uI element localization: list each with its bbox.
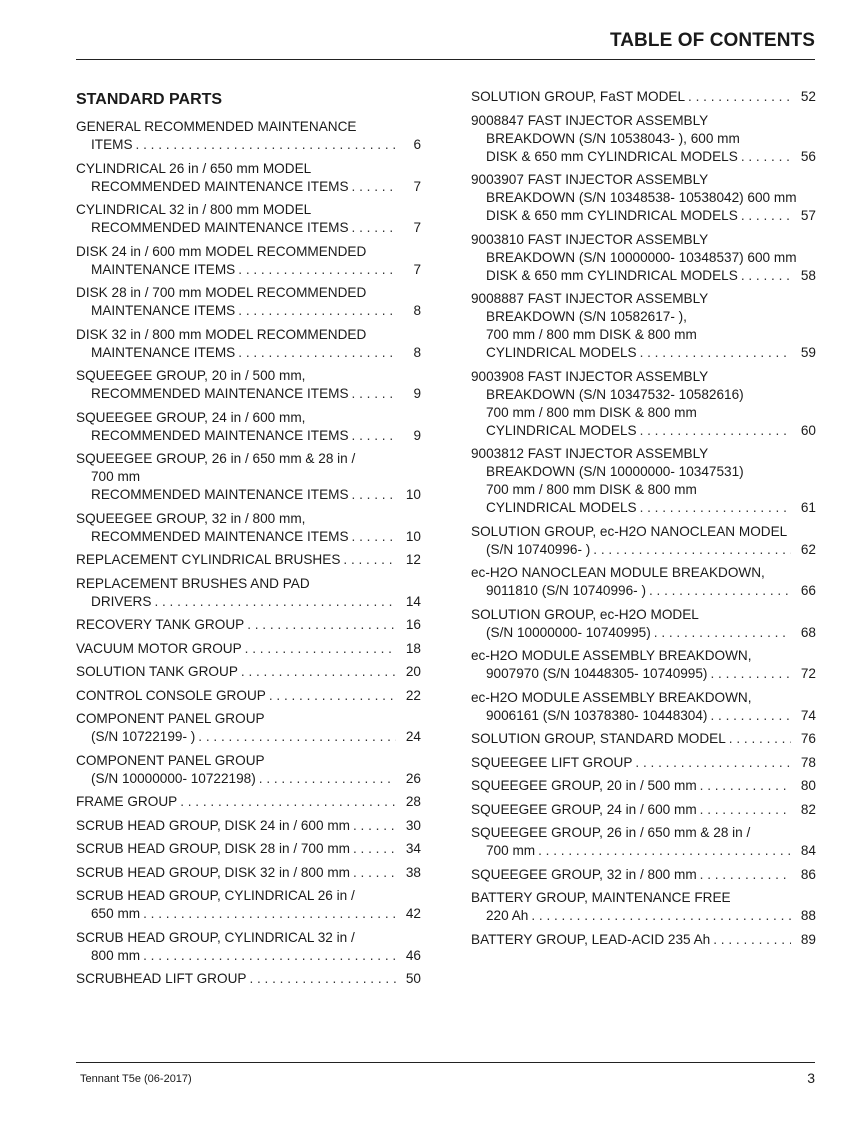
toc-entry-text: BREAKDOWN (S/N 10348538- 10538042) 600 mm	[486, 190, 797, 205]
toc-page-number[interactable]: 84	[800, 843, 816, 858]
toc-entry-text: 9006161 (S/N 10378380- 10448304)	[486, 707, 708, 723]
toc-entry[interactable]	[76, 640, 421, 658]
toc-entry-text: (S/N 10000000- 10740995)	[486, 624, 651, 640]
toc-entry[interactable]	[76, 710, 421, 746]
toc-entry-text: MAINTENANCE ITEMS	[91, 344, 236, 360]
toc-entry[interactable]	[76, 616, 421, 634]
dot-leader	[352, 486, 396, 504]
toc-entry-text: DISK 28 in / 700 mm MODEL RECOMMENDED	[76, 285, 367, 300]
toc-entry-text: 9007970 (S/N 10448305- 10740995)	[486, 666, 708, 681]
toc-entry-text: BREAKDOWN (S/N 10000000- 10347531)	[486, 464, 744, 479]
toc-entry-text: DISK & 650 mm CYLINDRICAL MODELS	[486, 148, 738, 164]
toc-page-number[interactable]: 7	[413, 220, 421, 235]
toc-entry[interactable]	[471, 112, 816, 166]
toc-entry[interactable]	[471, 290, 816, 362]
dot-leader	[241, 663, 396, 681]
toc-entry-text: 800 mm	[91, 947, 141, 963]
dot-leader	[245, 640, 396, 658]
toc-entry-text: 9003812 FAST INJECTOR ASSEMBLY	[471, 446, 709, 461]
toc-entry[interactable]	[76, 970, 421, 988]
toc-page-number[interactable]: 58	[800, 267, 816, 283]
toc-entry-list	[471, 88, 816, 949]
toc-entry-text: DISK & 650 mm CYLINDRICAL MODELS	[486, 208, 738, 223]
toc-entry[interactable]	[471, 368, 816, 440]
dot-leader	[143, 905, 396, 923]
dot-leader	[198, 728, 396, 746]
toc-entry[interactable]	[471, 647, 816, 683]
toc-page-number[interactable]: 10	[405, 528, 421, 544]
toc-entry-text: SCRUB HEAD GROUP, DISK 28 in / 700 mm	[76, 841, 350, 856]
toc-page-number[interactable]: 22	[405, 687, 421, 703]
toc-entry[interactable]	[76, 575, 421, 611]
dot-leader	[531, 907, 791, 925]
footer-document-id: Tennant T5e (06-2017)	[80, 1073, 192, 1085]
toc-right-column	[471, 88, 816, 954]
toc-entry[interactable]	[471, 171, 816, 225]
dot-leader	[710, 707, 790, 725]
toc-entry-text: SQUEEGEE GROUP, 26 in / 650 mm & 28 in /	[471, 825, 751, 840]
toc-entry[interactable]	[76, 864, 421, 882]
toc-entry[interactable]	[76, 752, 421, 788]
toc-page-number[interactable]: 68	[800, 624, 816, 640]
toc-entry-text: 220 Ah	[486, 908, 529, 923]
toc-entry-text: SOLUTION TANK GROUP	[76, 664, 238, 679]
toc-entry[interactable]	[76, 817, 421, 835]
dot-leader	[700, 777, 791, 795]
toc-entry-text: 9008887 FAST INJECTOR ASSEMBLY	[471, 291, 709, 306]
toc-page-number[interactable]: 60	[800, 422, 816, 438]
toc-entry[interactable]	[471, 777, 816, 795]
toc-page-number[interactable]: 7	[413, 178, 421, 194]
toc-page-number[interactable]: 74	[800, 707, 816, 723]
toc-entry[interactable]	[471, 445, 816, 517]
toc-page-number[interactable]: 8	[413, 344, 421, 360]
toc-entry-text: FRAME GROUP	[76, 794, 178, 809]
toc-entry-text: DISK & 650 mm CYLINDRICAL MODELS	[486, 267, 738, 283]
toc-page-number[interactable]: 38	[405, 864, 421, 880]
toc-entry-text: 700 mm / 800 mm DISK & 800 mm	[486, 482, 697, 497]
toc-entry-text: SQUEEGEE GROUP, 32 in / 800 mm,	[76, 510, 306, 526]
toc-left-column	[76, 88, 421, 994]
toc-entry[interactable]	[471, 824, 816, 860]
toc-entry-text: SQUEEGEE GROUP, 32 in / 800 mm	[471, 866, 697, 882]
dot-leader	[353, 817, 396, 835]
dot-leader	[353, 840, 396, 858]
toc-entry-text: 700 mm / 800 mm DISK & 800 mm	[486, 327, 697, 342]
dot-leader	[352, 427, 397, 445]
dot-leader	[247, 616, 396, 634]
toc-page-number[interactable]: 24	[405, 729, 421, 744]
dot-leader	[238, 302, 397, 320]
toc-entry[interactable]	[76, 409, 421, 445]
dot-leader	[259, 770, 396, 788]
toc-entry-text: SQUEEGEE GROUP, 24 in / 600 mm,	[76, 409, 306, 425]
toc-page-number[interactable]: 56	[800, 148, 816, 164]
toc-entry-text: BATTERY GROUP, MAINTENANCE FREE	[471, 890, 731, 905]
dot-leader	[741, 148, 791, 166]
toc-page-number[interactable]: 28	[405, 794, 421, 809]
toc-entry-text: DRIVERS	[91, 593, 152, 609]
toc-entry-text: BREAKDOWN (S/N 10582617- ),	[486, 309, 687, 324]
toc-entry[interactable]	[76, 687, 421, 705]
toc-page-number[interactable]: 20	[405, 664, 421, 679]
section-heading: STANDARD PARTS	[76, 91, 223, 108]
toc-entry-list	[76, 118, 421, 988]
toc-page-number[interactable]: 80	[800, 778, 816, 793]
dot-leader	[353, 864, 396, 882]
page-title: TABLE OF CONTENTS	[609, 30, 815, 51]
toc-entry-text: BREAKDOWN (S/N 10000000- 10348537) 600 mm	[486, 249, 797, 265]
footer-divider	[76, 1062, 815, 1063]
toc-entry-text: ITEMS	[91, 137, 133, 152]
dot-leader	[649, 582, 791, 600]
toc-page-number[interactable]: 88	[800, 908, 816, 923]
toc-entry-text: BREAKDOWN (S/N 10347532- 10582616)	[486, 386, 744, 402]
toc-entry-text: SCRUBHEAD LIFT GROUP	[76, 971, 247, 986]
dot-leader	[700, 866, 791, 884]
toc-entry[interactable]	[76, 793, 421, 811]
toc-entry-text: SCRUB HEAD GROUP, DISK 24 in / 600 mm	[76, 817, 350, 833]
toc-entry-text: DISK 24 in / 600 mm MODEL RECOMMENDED	[76, 243, 367, 259]
toc-entry[interactable]	[471, 564, 816, 600]
footer-page-number: 3	[807, 1070, 815, 1086]
toc-entry-text: RECOMMENDED MAINTENANCE ITEMS	[91, 386, 349, 401]
toc-entry-text: RECOMMENDED MAINTENANCE ITEMS	[91, 427, 349, 443]
toc-page-number[interactable]: 66	[800, 583, 816, 598]
toc-entry-text: SCRUB HEAD GROUP, CYLINDRICAL 26 in /	[76, 888, 355, 903]
toc-entry-text: RECOMMENDED MAINTENANCE ITEMS	[91, 178, 349, 194]
toc-entry-text: CYLINDRICAL MODELS	[486, 500, 637, 515]
toc-entry-text: (S/N 10722199- )	[91, 729, 196, 744]
dot-leader	[654, 624, 791, 642]
toc-entry-text: 9008847 FAST INJECTOR ASSEMBLY	[471, 112, 709, 128]
dot-leader	[688, 88, 791, 106]
toc-entry-text: COMPONENT PANEL GROUP	[76, 752, 265, 768]
toc-entry-text: 9003908 FAST INJECTOR ASSEMBLY	[471, 368, 709, 384]
dot-leader	[238, 344, 397, 362]
toc-page-number[interactable]: 34	[405, 841, 421, 856]
toc-entry-text: ec-H2O MODULE ASSEMBLY BREAKDOWN,	[471, 648, 752, 663]
toc-entry-text: SQUEEGEE GROUP, 20 in / 500 mm	[471, 778, 697, 793]
toc-entry[interactable]	[76, 118, 421, 154]
toc-entry-text: RECOMMENDED MAINTENANCE ITEMS	[91, 528, 349, 544]
dot-leader	[249, 970, 395, 988]
toc-page-number[interactable]: 72	[800, 666, 816, 681]
toc-entry[interactable]	[471, 523, 816, 559]
toc-entry-text: 700 mm	[91, 469, 141, 484]
dot-leader	[635, 754, 790, 772]
toc-page-number[interactable]: 59	[800, 345, 816, 360]
dot-leader	[741, 267, 791, 285]
toc-page-number[interactable]: 52	[800, 89, 816, 104]
toc-page-number[interactable]: 16	[405, 617, 421, 632]
dot-leader	[700, 801, 791, 819]
toc-entry-text: MAINTENANCE ITEMS	[91, 303, 236, 318]
toc-entry[interactable]	[76, 326, 421, 362]
dot-leader	[741, 207, 791, 225]
dot-leader	[352, 528, 396, 546]
dot-leader	[640, 422, 791, 440]
toc-entry-text: 9003907 FAST INJECTOR ASSEMBLY	[471, 172, 709, 187]
toc-entry-text: COMPONENT PANEL GROUP	[76, 711, 265, 726]
toc-entry-text: RECOVERY TANK GROUP	[76, 617, 245, 632]
dot-leader	[710, 665, 790, 683]
toc-page-number[interactable]: 9	[413, 427, 421, 443]
dot-leader	[143, 947, 396, 965]
header-divider	[76, 59, 815, 60]
dot-leader	[640, 499, 791, 517]
toc-entry-text: REPLACEMENT BRUSHES AND PAD	[76, 575, 310, 591]
toc-entry-text: CYLINDRICAL 32 in / 800 mm MODEL	[76, 202, 312, 217]
dot-leader	[343, 551, 395, 569]
toc-entry[interactable]	[76, 201, 421, 237]
toc-page-number[interactable]: 8	[413, 303, 421, 318]
toc-entry[interactable]	[76, 284, 421, 320]
toc-entry-text: GENERAL RECOMMENDED MAINTENANCE	[76, 119, 357, 134]
dot-leader	[136, 136, 397, 154]
toc-entry-text: SQUEEGEE GROUP, 20 in / 500 mm,	[76, 368, 306, 383]
toc-page-number[interactable]: 42	[405, 906, 421, 921]
toc-entry-text: VACUUM MOTOR GROUP	[76, 640, 242, 656]
dot-leader	[238, 261, 397, 279]
dot-leader	[269, 687, 396, 705]
toc-entry-text: CYLINDRICAL MODELS	[486, 422, 637, 438]
dot-leader	[154, 593, 395, 611]
toc-entry[interactable]	[471, 754, 816, 772]
toc-entry[interactable]	[471, 689, 816, 725]
toc-entry-text: SQUEEGEE GROUP, 24 in / 600 mm	[471, 801, 697, 817]
toc-entry-text: MAINTENANCE ITEMS	[91, 261, 236, 277]
toc-entry-text: DISK 32 in / 800 mm MODEL RECOMMENDED	[76, 326, 367, 342]
toc-entry-text: (S/N 10000000- 10722198)	[91, 770, 256, 786]
toc-entry-text: 650 mm	[91, 906, 141, 921]
toc-entry-text: 9011810 (S/N 10740996- )	[486, 583, 646, 598]
toc-entry-text: SQUEEGEE LIFT GROUP	[471, 754, 633, 770]
toc-page-number[interactable]: 50	[405, 971, 421, 986]
toc-entry-text: BREAKDOWN (S/N 10538043- ), 600 mm	[486, 130, 740, 146]
toc-page-number[interactable]: 18	[405, 640, 421, 656]
toc-entry-text: RECOMMENDED MAINTENANCE ITEMS	[91, 487, 349, 502]
toc-entry[interactable]	[76, 663, 421, 681]
toc-entry-text: ec-H2O NANOCLEAN MODULE BREAKDOWN,	[471, 565, 765, 580]
toc-entry-text: SQUEEGEE GROUP, 26 in / 650 mm & 28 in /	[76, 451, 356, 466]
toc-page-number[interactable]: 61	[800, 500, 816, 515]
toc-entry-text: SOLUTION GROUP, ec-H2O MODEL	[471, 606, 699, 622]
toc-entry[interactable]	[76, 887, 421, 923]
dot-leader	[352, 385, 397, 403]
toc-entry-text: CONTROL CONSOLE GROUP	[76, 687, 266, 703]
dot-leader	[729, 730, 791, 748]
toc-entry[interactable]	[471, 88, 816, 106]
dot-leader	[593, 541, 791, 559]
dot-leader	[180, 793, 396, 811]
toc-entry-text: 700 mm / 800 mm DISK & 800 mm	[486, 404, 697, 420]
toc-page-number[interactable]: 6	[413, 137, 421, 152]
toc-page-number[interactable]: 7	[413, 261, 421, 277]
toc-entry-text: ec-H2O MODULE ASSEMBLY BREAKDOWN,	[471, 689, 752, 705]
toc-page-number[interactable]: 30	[405, 817, 421, 833]
dot-leader	[352, 178, 397, 196]
toc-entry-text: CYLINDRICAL 26 in / 650 mm MODEL	[76, 160, 312, 176]
toc-entry-text: SOLUTION GROUP, ec-H2O NANOCLEAN MODEL	[471, 523, 788, 539]
dot-leader	[352, 219, 397, 237]
toc-page-number[interactable]: 57	[800, 208, 816, 223]
toc-page-number[interactable]: 86	[800, 866, 816, 882]
toc-entry[interactable]	[76, 551, 421, 569]
toc-page-number[interactable]: 89	[800, 931, 816, 947]
toc-page-number[interactable]: 78	[800, 754, 816, 770]
toc-entry-text: SOLUTION GROUP, STANDARD MODEL	[471, 731, 726, 746]
toc-entry[interactable]	[76, 929, 421, 965]
toc-page-number[interactable]: 76	[800, 731, 816, 746]
toc-entry-text: RECOMMENDED MAINTENANCE ITEMS	[91, 220, 349, 235]
toc-entry[interactable]	[471, 801, 816, 819]
toc-entry-text: SCRUB HEAD GROUP, CYLINDRICAL 32 in /	[76, 929, 355, 945]
dot-leader	[538, 842, 791, 860]
toc-entry-text: 9003810 FAST INJECTOR ASSEMBLY	[471, 231, 709, 247]
toc-entry[interactable]	[471, 730, 816, 748]
toc-page-number[interactable]: 62	[800, 541, 816, 557]
toc-page-number[interactable]: 82	[800, 801, 816, 817]
toc-entry[interactable]	[471, 606, 816, 642]
toc-entry-text: (S/N 10740996- )	[486, 541, 591, 557]
toc-entry[interactable]	[471, 866, 816, 884]
toc-page-number[interactable]: 46	[405, 947, 421, 963]
toc-entry[interactable]	[76, 450, 421, 504]
toc-page-number[interactable]: 26	[405, 770, 421, 786]
dot-leader	[713, 931, 791, 949]
toc-entry-text: BATTERY GROUP, LEAD-ACID 235 Ah	[471, 931, 711, 947]
toc-page-number[interactable]: 12	[405, 552, 421, 567]
toc-entry-text: SCRUB HEAD GROUP, DISK 32 in / 800 mm	[76, 864, 350, 880]
toc-entry[interactable]	[471, 889, 816, 925]
toc-entry[interactable]	[76, 243, 421, 279]
toc-entry-text: SOLUTION GROUP, FaST MODEL	[471, 89, 686, 104]
toc-page-number[interactable]: 9	[413, 386, 421, 401]
toc-entry[interactable]	[471, 231, 816, 285]
toc-entry[interactable]	[76, 840, 421, 858]
toc-entry-text: CYLINDRICAL MODELS	[486, 345, 637, 360]
toc-entry[interactable]	[76, 510, 421, 546]
toc-entry[interactable]	[76, 367, 421, 403]
toc-page-number[interactable]: 10	[405, 487, 421, 502]
toc-entry-text: REPLACEMENT CYLINDRICAL BRUSHES	[76, 552, 341, 567]
toc-page-number[interactable]: 14	[405, 593, 421, 609]
toc-entry[interactable]	[471, 931, 816, 949]
toc-entry-text: 700 mm	[486, 843, 536, 858]
toc-entry[interactable]	[76, 160, 421, 196]
dot-leader	[640, 344, 791, 362]
